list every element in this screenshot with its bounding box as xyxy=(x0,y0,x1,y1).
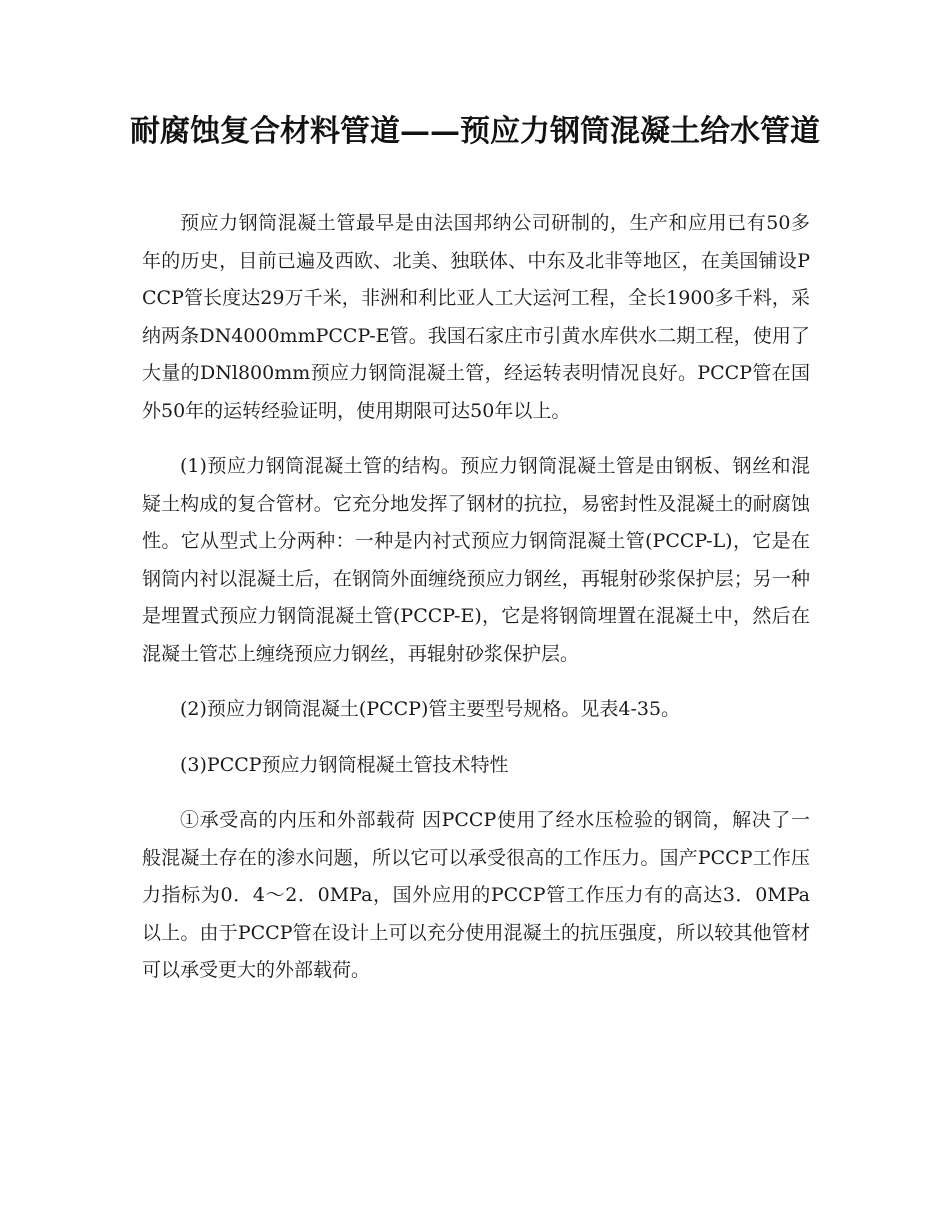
paragraph-structure: (1)预应力钢筒混凝土管的结构。预应力钢筒混凝土管是由钢板、钢丝和混疑土构成的复合管材。它充分地发挥了钢材的抗拉，易密封性及混凝土的耐腐蚀性。它从型式上分两种：一种是内衬式预应力钢筒混凝土管(PCCP-L)，它是在钢筒内衬以混凝土后，在钢筒外面缠绕预应力钢丝，再辊射砂浆保护层；另一种是埋置式预应力钢筒混凝土管(PCCP-E)，它是将钢筒埋置在混凝土中，然后在混凝土管芯上缠绕预应力钢丝，再辊射砂浆保护层。 xyxy=(142,455,810,665)
paragraph-specifications: (2)预应力钢筒混凝土(PCCP)管主要型号规格。见表4-35。 xyxy=(180,698,681,720)
paragraph-history: 预应力钢筒混凝土管最早是由法国邦纳公司研制的，生产和应用已有50多年的历史，目前已遍及西欧、北美、独联体、中东及北非等地区，在美国铺设PCCP管长度达29万千米，非洲和利比亚人工大运河工程，全长1900多千料，采纳两条DN4000mmPCCP-E管。我国石家庄市引黄水库供水二期工程，使用了大量的DNl800mm预应力钢筒混凝土管，经运转表明情况良好。PCCP管在国外50年的运转经验证明，使用期限可达50年以上。 xyxy=(142,212,810,422)
document-body xyxy=(142,205,810,1008)
paragraph-pressure-load: ①承受高的内压和外部载荷 因PCCP使用了经水压检验的钢筒，解决了一般混凝土存在的渗水问题，所以它可以承受很高的工作压力。国产PCCP工作压力指标为0．4～2．0MPa，国外应用的PCCP管工作压力有的高达3．0MPa以上。由于PCCP管在设计上可以充分使用混凝土的抗压强度，所以较其他管材可以承受更大的外部载荷。 xyxy=(142,809,810,981)
paragraph-characteristics-heading: (3)PCCP预应力钢筒棍凝土管技术特性 xyxy=(180,753,509,776)
document-title: 耐腐蚀复合材料管道——预应力钢筒混凝土给水管道 xyxy=(130,114,820,149)
